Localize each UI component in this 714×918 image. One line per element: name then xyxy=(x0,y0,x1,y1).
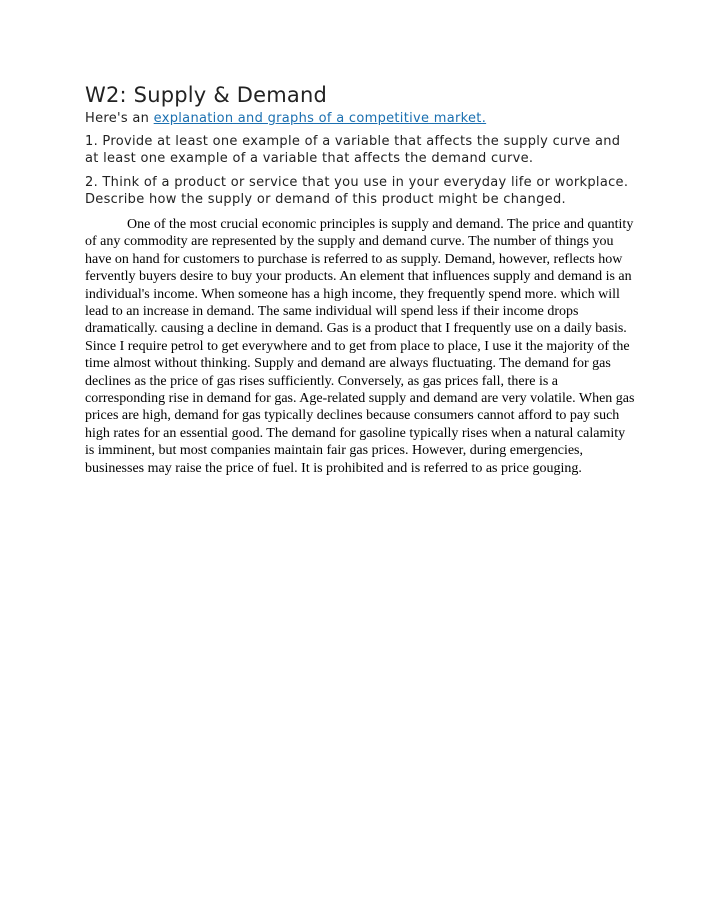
answer-paragraph: One of the most crucial economic principles is supply and demand. The price and quantity of any commodity are represented by the supply and demand curve. The number of things you have on hand for customers to purchase is referred to as supply. Demand, however, reflects how fervently buyers desire to buy your products. An element that influences supply and demand is an individual's income. When someone has a high income, they frequently spend more. which will lead to an increase in demand. The same individual will spend less if their income drops dramatically. causing a decline in demand. Gas is a product that I frequently use on a daily basis. Since I require petrol to get everywhere and to get from place to place, I use it the majority of the time almost without thinking. Supply and demand are always fluctuating. The demand for gas declines as the price of gas rises sufficiently. Conversely, as gas prices fall, there is a corresponding rise in demand for gas. Age-related supply and demand are very volatile. When gas prices are high, demand for gas typically declines because consumers cannot afford to pay such high rates for an essential good. The demand for gasoline typically rises when a natural calamity is imminent, but most companies maintain fair gas prices. However, during emergencies, businesses may raise the price of fuel. It is prohibited and is referred to as price gouging. xyxy=(85,217,635,476)
competitive-market-link[interactable]: explanation and graphs of a competitive market. xyxy=(153,111,487,126)
page-title: W2: Supply & Demand xyxy=(85,83,328,107)
document-page xyxy=(85,80,637,477)
intro-line xyxy=(85,110,637,128)
question-2: 2. Think of a product or service that you use in your everyday life or workplace. Describe how the supply or demand of this product might be changed. xyxy=(85,175,629,207)
intro-prefix: Here's an xyxy=(85,111,154,126)
question-1: 1. Provide at least one example of a variable that affects the supply curve and at least one example of a variable that affects the demand curve. xyxy=(85,134,621,166)
